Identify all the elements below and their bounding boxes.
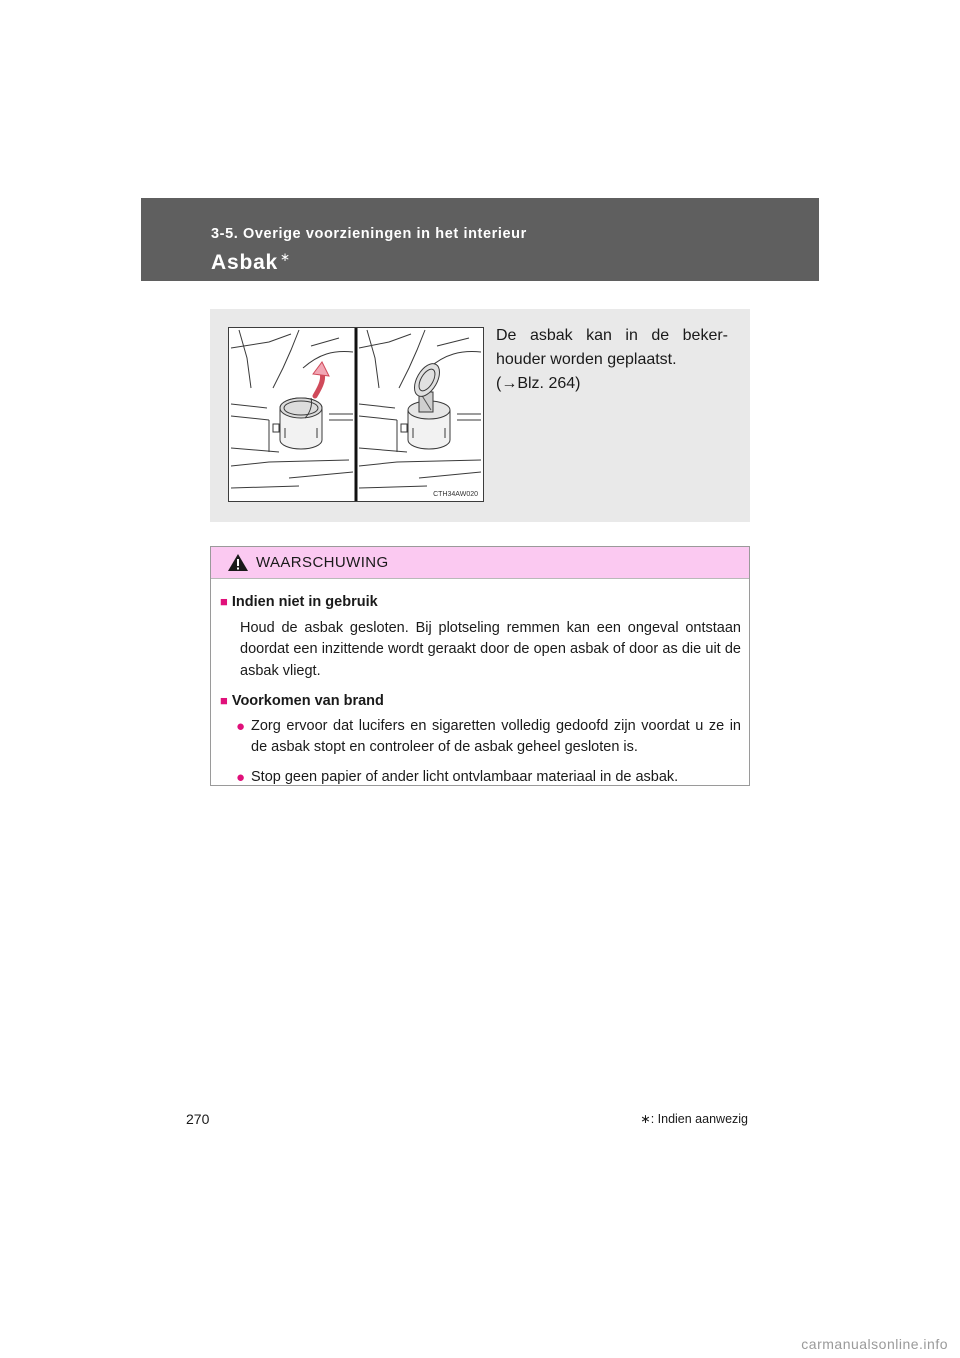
warning-paragraph: Houd de asbak gesloten. Bij plotseling remmen kan een ongeval ontstaan doordat een inzittende wordt geraakt door de open asbak of door as die uit de asbak vliegt.	[240, 619, 741, 679]
info-text	[496, 324, 728, 396]
bullet-text: Zorg ervoor dat lucifers en sigaretten volledig gedoofd zijn voordat u ze in de asbak stopt en controleer of de asbak geheel gesloten is.	[251, 717, 741, 755]
bullet-text: Stop geen papier of ander licht ontvlambaar materiaal in de asbak.	[251, 768, 679, 785]
square-bullet-icon: ■	[220, 594, 228, 609]
info-text-line: houder worden geplaatst.	[496, 351, 677, 368]
round-bullet-icon: ●	[236, 717, 246, 735]
warning-body	[211, 579, 749, 788]
square-bullet-icon: ■	[220, 693, 228, 708]
warning-box	[210, 546, 750, 786]
page-title-text: Asbak	[211, 251, 279, 274]
heading-text: Indien niet in gebruik	[231, 594, 378, 610]
warning-bullet	[236, 716, 741, 759]
page-number: 270	[186, 1111, 210, 1127]
info-panel	[210, 309, 750, 522]
warning-triangle-icon	[227, 553, 249, 572]
warning-section-heading	[220, 690, 741, 713]
info-text-line: De asbak kan in de beker-	[496, 327, 728, 344]
warning-section-heading	[220, 591, 741, 614]
footnote: ∗: Indien aanwezig	[640, 1112, 748, 1126]
page-title	[211, 250, 291, 275]
ashtray-illustration	[228, 327, 484, 502]
round-bullet-icon: ●	[236, 768, 246, 786]
ashtray-drawing	[229, 328, 483, 501]
illustration-code: CTH34AW020	[433, 491, 478, 498]
info-page-reference: (→Blz. 264)	[496, 375, 581, 392]
heading-text: Voorkomen van brand	[231, 693, 384, 709]
optional-equipment-mark: ∗	[280, 250, 291, 264]
watermark: carmanualsonline.info	[801, 1336, 948, 1352]
warning-title: WAARSCHUWING	[256, 554, 389, 571]
header-band	[141, 198, 819, 281]
warning-bullet	[236, 767, 741, 789]
warning-header	[211, 547, 749, 579]
section-label: 3-5. Overige voorzieningen in het interieur	[211, 226, 527, 242]
